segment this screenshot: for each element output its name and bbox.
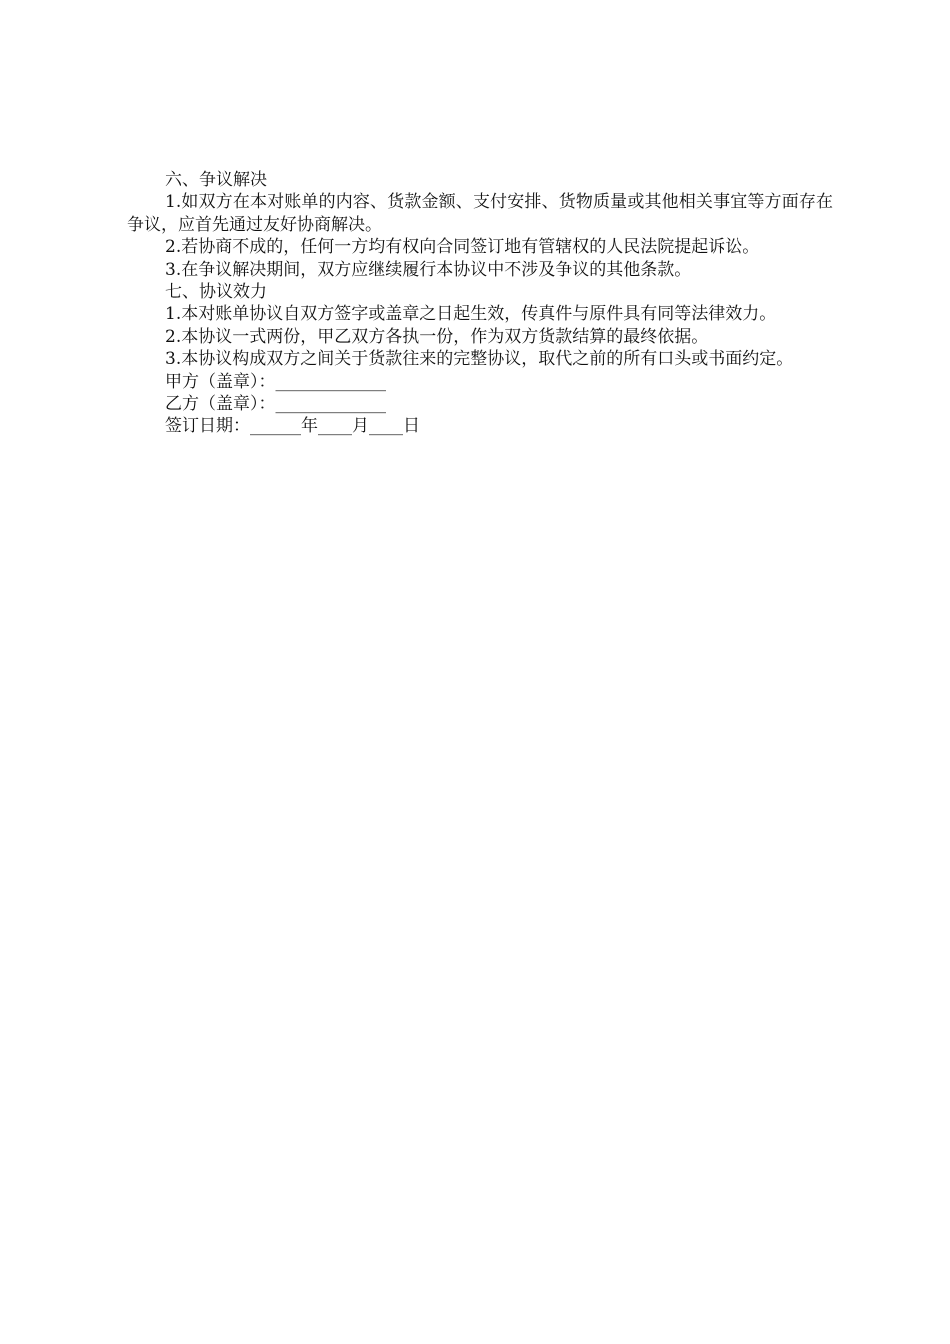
party-a-signature-line: 甲方（盖章）：_____________ — [165, 371, 386, 392]
section-heading-dispute: 六、争议解决 — [165, 170, 267, 190]
section-heading-validity: 七、协议效力 — [165, 282, 267, 303]
validity-clause-3: 3.本协议构成双方之间关于货款往来的完整协议，取代之前的所有口头或书面约定。 — [165, 349, 794, 370]
signing-date-line: 签订日期：______年____月____日 — [165, 416, 420, 437]
validity-clause-1: 1.本对账单协议自双方签字或盖章之日起生效，传真件与原件具有同等法律效力。 — [165, 304, 777, 325]
party-b-signature-line: 乙方（盖章）：_____________ — [165, 394, 386, 415]
dispute-clause-3: 3.在争议解决期间，双方应继续履行本协议中不涉及争议的其他条款。 — [165, 259, 692, 280]
dispute-clause-1: 1.如双方在本对账单的内容、货款金额、支付安排、货物质量或其他相关事宜等方面存在争议，应首先通过友好协商解决。 — [127, 192, 833, 235]
dispute-clause-2: 2.若协商不成的，任何一方均有权向合同签订地有管辖权的人民法院提起诉讼。 — [165, 237, 760, 258]
document-body — [127, 169, 833, 438]
validity-clause-2: 2.本协议一式两份，甲乙双方各执一份，作为双方货款结算的最终依据。 — [165, 326, 709, 347]
